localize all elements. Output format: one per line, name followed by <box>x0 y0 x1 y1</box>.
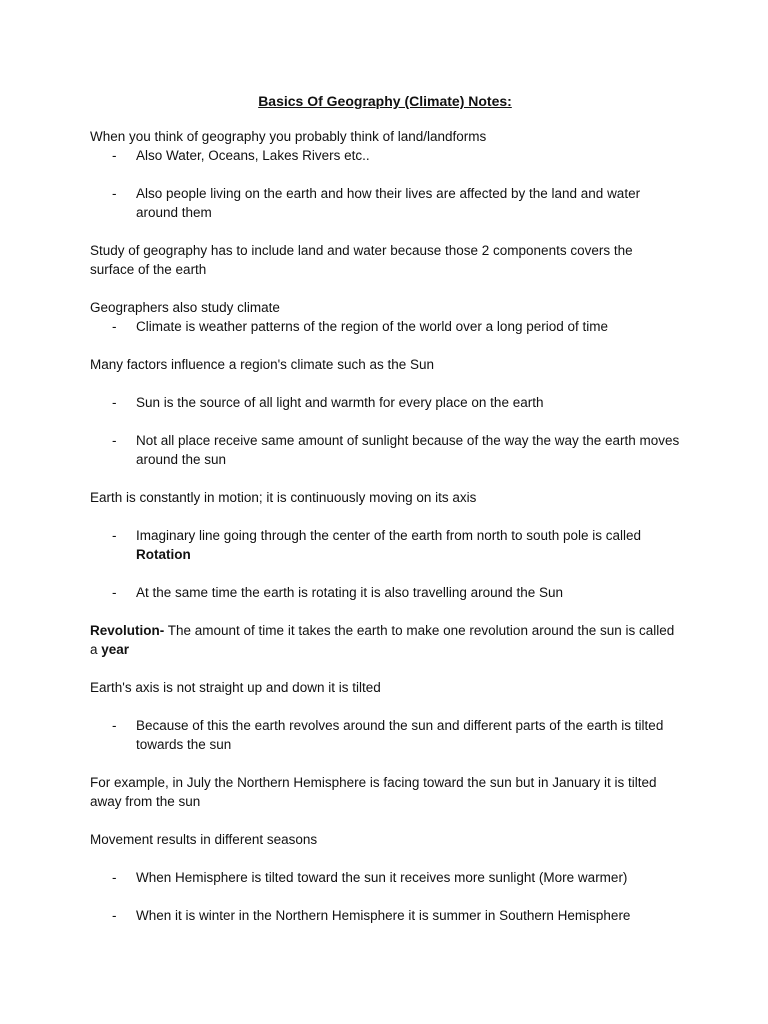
spacer <box>90 754 680 773</box>
term-rotation: Rotation <box>136 547 191 562</box>
paragraph-study: Study of geography has to include land and water because those 2 components covers the surface of the earth <box>90 243 633 277</box>
revolution-text: The amount of time it takes the earth to make one revolution around the sun is called a <box>90 623 675 657</box>
document-body <box>90 92 680 925</box>
bullet-rotation <box>90 526 680 564</box>
spacer <box>90 412 680 431</box>
bullet-climate-definition <box>90 317 680 336</box>
spacer <box>90 507 680 526</box>
spacer <box>90 887 680 906</box>
term-year: year <box>101 642 130 657</box>
spacer <box>90 564 680 583</box>
bullet-text: Imaginary line going through the center of the earth from north to south pole is called <box>136 528 642 543</box>
paragraph-example: For example, in July the Northern Hemisphere is facing toward the sun but in January it is tilted away from the sun <box>90 775 657 809</box>
paragraph-seasons: Movement results in different seasons <box>90 832 318 847</box>
spacer <box>90 222 680 241</box>
paragraph-revolution <box>90 621 680 659</box>
bullet-sunlight <box>90 431 680 469</box>
bullet-text: Not all place receive same amount of sunlight because of the way the way the earth moves around the sun <box>136 433 680 467</box>
bullet-text: When Hemisphere is tilted toward the sun it receives more sunlight (More warmer) <box>136 870 628 885</box>
bullet-people <box>90 184 680 222</box>
bullet-text: Because of this the earth revolves around the sun and different parts of the earth is tilted towards the sun <box>136 718 664 752</box>
bullet-more-sunlight <box>90 868 680 887</box>
spacer <box>90 849 680 868</box>
spacer <box>90 697 680 716</box>
spacer <box>90 279 680 298</box>
bullet-dash: - <box>112 433 117 448</box>
spacer <box>90 469 680 488</box>
bullet-dash: - <box>112 585 117 600</box>
bullet-dash: - <box>112 528 117 543</box>
bullet-dash: - <box>112 718 117 733</box>
bullet-water <box>90 146 680 165</box>
bullet-dash: - <box>112 319 117 334</box>
paragraph-motion: Earth is constantly in motion; it is continuously moving on its axis <box>90 490 477 505</box>
bullet-travelling <box>90 583 680 602</box>
paragraph-factors: Many factors influence a region's climate such as the Sun <box>90 357 435 372</box>
document-title: Basics Of Geography (Climate) Notes: <box>258 93 512 109</box>
paragraph-axis: Earth's axis is not straight up and down it is tilted <box>90 680 381 695</box>
spacer <box>90 374 680 393</box>
bullet-tilted <box>90 716 680 754</box>
paragraph-landforms: When you think of geography you probably think of land/landforms <box>90 129 487 144</box>
bullet-text: Climate is weather patterns of the region of the world over a long period of time <box>136 319 608 334</box>
bullet-hemispheres <box>90 906 680 925</box>
bullet-text: Sun is the source of all light and warmth for every place on the earth <box>136 395 544 410</box>
bullet-dash: - <box>112 186 117 201</box>
bullet-dash: - <box>112 870 117 885</box>
spacer <box>90 811 680 830</box>
bullet-text: When it is winter in the Northern Hemisphere it is summer in Southern Hemisphere <box>136 908 631 923</box>
bullet-sun-source <box>90 393 680 412</box>
bullet-text: Also people living on the earth and how their lives are affected by the land and water around them <box>136 186 641 220</box>
term-revolution: Revolution- <box>90 623 165 638</box>
spacer <box>90 336 680 355</box>
spacer <box>90 659 680 678</box>
bullet-text: Also Water, Oceans, Lakes Rivers etc.. <box>136 148 370 163</box>
bullet-text: At the same time the earth is rotating it is also travelling around the Sun <box>136 585 563 600</box>
spacer <box>90 602 680 621</box>
paragraph-climate: Geographers also study climate <box>90 300 280 315</box>
bullet-dash: - <box>112 395 117 410</box>
bullet-dash: - <box>112 908 117 923</box>
spacer <box>90 165 680 184</box>
bullet-dash: - <box>112 148 117 163</box>
